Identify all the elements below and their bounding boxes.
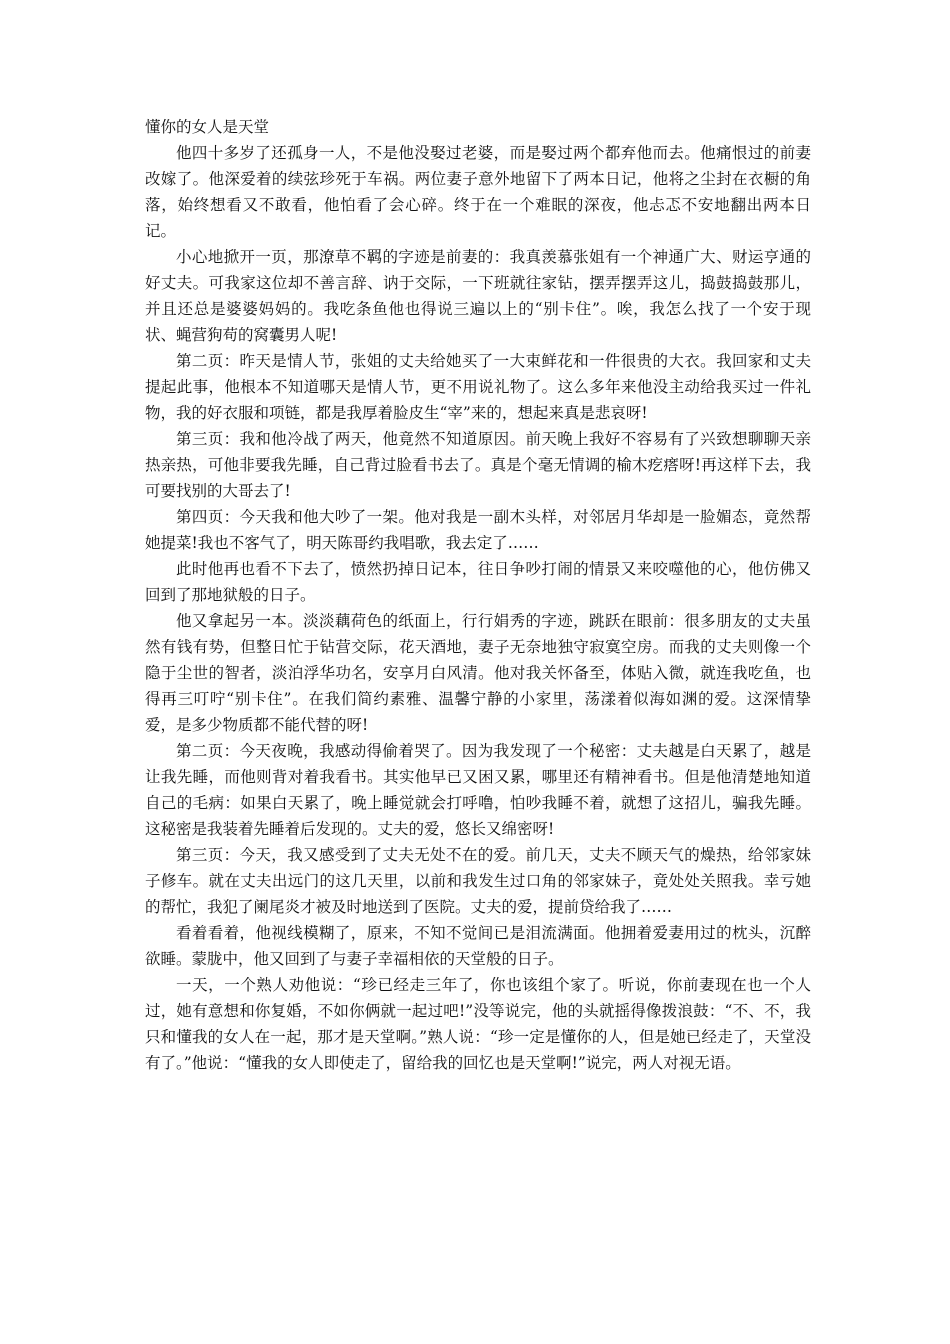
paragraph-7: 他又拿起另一本。淡淡藕荷色的纸面上，行行娟秀的字迹，跳跃在眼前：很多朋友的丈夫虽然有钱有势，但整日忙于钻营交际，花天酒地，妻子无奈地独守寂寞空房。而我的丈夫则像一个隐于尘世的智者，淡泊浮华功名，安享月白风清。他对我关怀备至，体贴入微，就连我吃鱼，也得再三叮咛“别卡住”。在我们简约素雅、温馨宁静的小家里，荡漾着似海如渊的爱。这深情挚爱，是多少物质都不能代替的呀! [145,612,811,734]
document-title: 懂你的女人是天堂 [145,118,270,136]
document-page [145,114,811,1076]
paragraph-4: 第三页：我和他冷战了两天，他竟然不知道原因。前天晚上我好不容易有了兴致想聊聊天亲热亲热，可他非要我先睡，自己背过脸看书去了。真是个毫无情调的榆木疙瘩呀!再这样下去，我可要找别的大哥去了! [145,430,811,500]
paragraph-5: 第四页：今天我和他大吵了一架。他对我是一副木头样，对邻居月华却是一脸媚态，竟然帮她提菜!我也不客气了，明天陈哥约我唱歌，我去定了…… [145,508,811,552]
paragraph-11: 一天，一个熟人劝他说：“珍已经走三年了，你也该组个家了。听说，你前妻现在也一个人过，她有意想和你复婚，不如你俩就一起过吧!”没等说完，他的头就摇得像拨浪鼓：“不、不，我只和懂我的女人在一起，那才是天堂啊。”熟人说：“珍一定是懂你的人，但是她已经走了，天堂没有了。”他说：“懂我的女人即使走了，留给我的回忆也是天堂啊!”说完，两人对视无语。 [145,976,811,1072]
paragraph-10: 看着看着，他视线模糊了，原来，不知不觉间已是泪流满面。他拥着爱妻用过的枕头，沉醉欲睡。蒙胧中，他又回到了与妻子幸福相依的天堂般的日子。 [145,924,811,968]
paragraph-3: 第二页：昨天是情人节，张姐的丈夫给她买了一大束鲜花和一件很贵的大衣。我回家和丈夫提起此事，他根本不知道哪天是情人节，更不用说礼物了。这么多年来他没主动给我买过一件礼物，我的好衣服和项链，都是我厚着脸皮生“宰”来的，想起来真是悲哀呀! [145,352,811,422]
paragraph-2: 小心地掀开一页，那潦草不羁的字迹是前妻的：我真羡慕张姐有一个神通广大、财运亨通的好丈夫。可我家这位却不善言辞、讷于交际，一下班就往家钻，摆弄摆弄这儿，捣鼓捣鼓那儿，并且还总是婆婆妈妈的。我吃条鱼他也得说三遍以上的“别卡住”。唉，我怎么找了一个安于现状、蝇营狗苟的窝囊男人呢! [145,248,811,344]
paragraph-6: 此时他再也看不下去了，愤然扔掉日记本，往日争吵打闹的情景又来咬噬他的心，他仿佛又回到了那地狱般的日子。 [145,560,811,604]
paragraph-8: 第二页：今天夜晚，我感动得偷着哭了。因为我发现了一个秘密：丈夫越是白天累了，越是让我先睡，而他则背对着我看书。其实他早已又困又累，哪里还有精神看书。但是他清楚地知道自己的毛病：如果白天累了，晚上睡觉就会打呼噜，怕吵我睡不着，就想了这招儿，骗我先睡。这秘密是我装着先睡着后发现的。丈夫的爱，悠长又绵密呀! [145,742,811,838]
paragraph-1: 他四十多岁了还孤身一人，不是他没娶过老婆，而是娶过两个都弃他而去。他痛恨过的前妻改嫁了。他深爱着的续弦珍死于车祸。两位妻子意外地留下了两本日记，他将之尘封在衣橱的角落，始终想看又不敢看，他怕看了会心碎。终于在一个难眠的深夜，他忐忑不安地翻出两本日记。 [145,144,811,240]
paragraph-9: 第三页：今天，我又感受到了丈夫无处不在的爱。前几天，丈夫不顾天气的燥热，给邻家妹子修车。就在丈夫出远门的这几天里，以前和我发生过口角的邻家妹子，竟处处关照我。幸亏她的帮忙，我犯了阑尾炎才被及时地送到了医院。丈夫的爱，提前贷给我了…… [145,846,811,916]
